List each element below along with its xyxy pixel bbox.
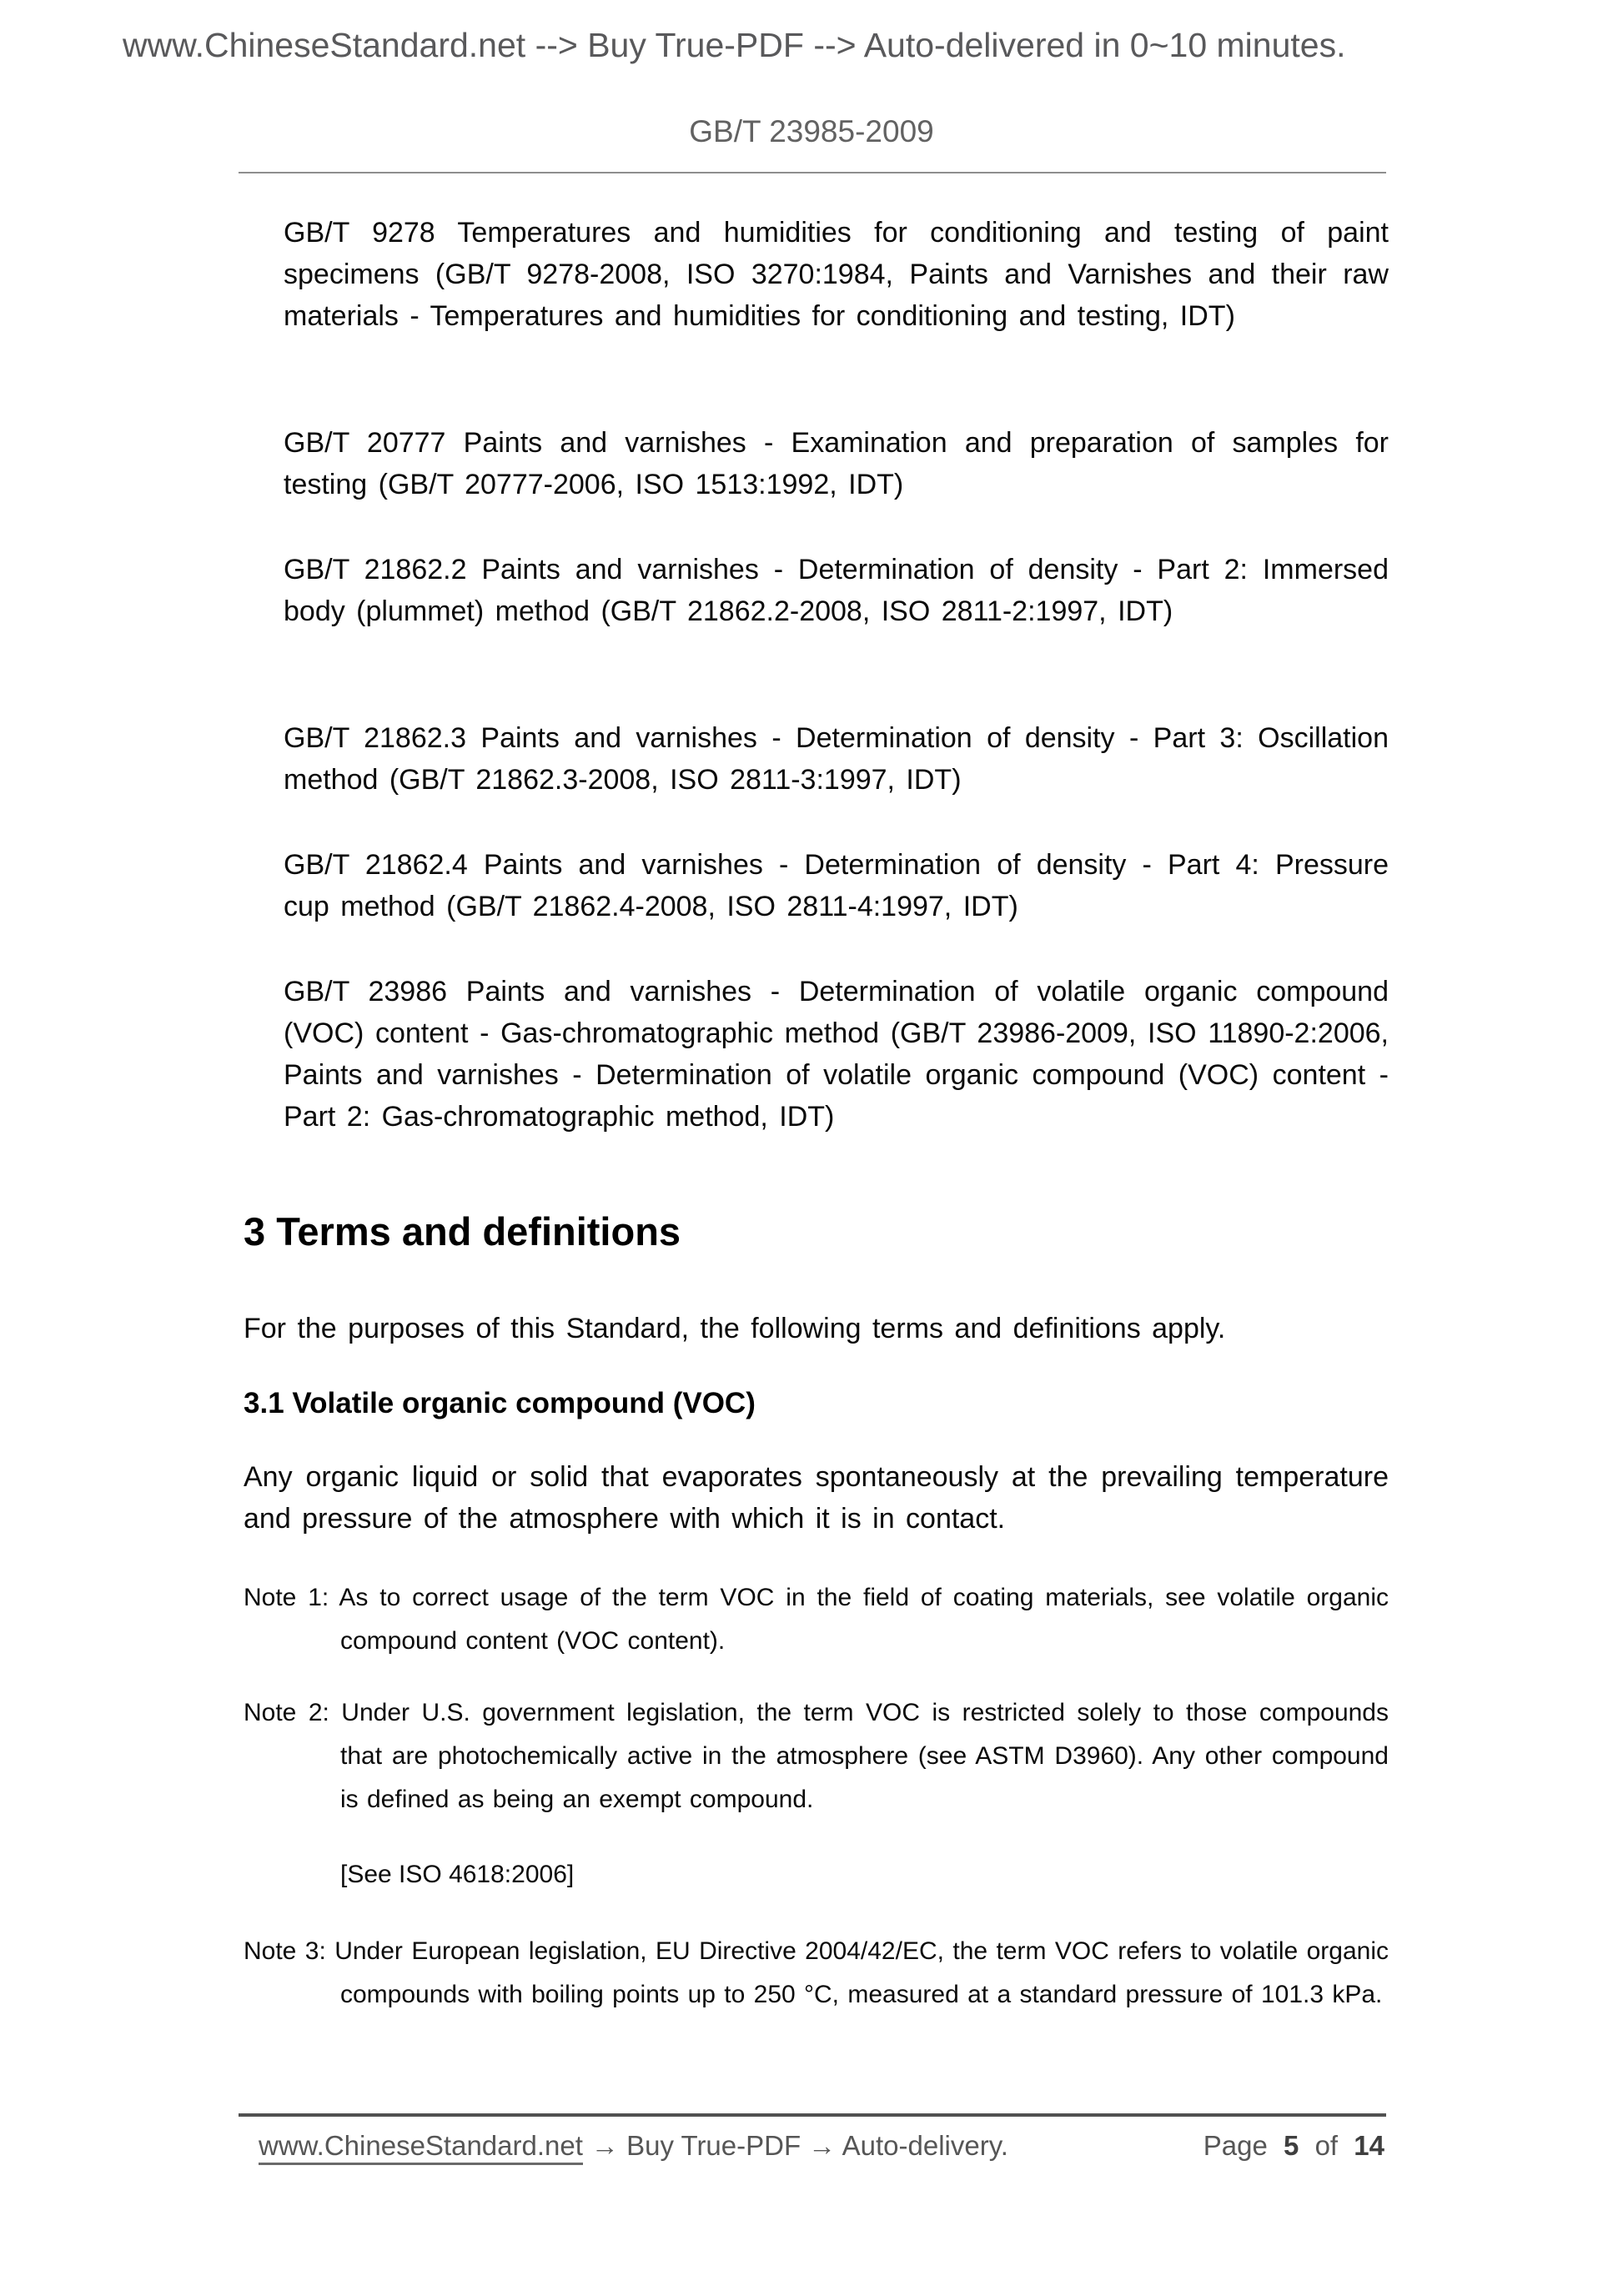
term-definition: Any organic liquid or solid that evaporates spontaneously at the prevailing temperature and pressure of the atmosphere with which it is in contact.: [244, 1461, 1389, 1535]
note-paragraph: Note 2: Under U.S. government legislation, the term VOC is restricted solely to those compounds that are photochemically active in the atmosphere (see ASTM D3960). Any other compound is defined as being an exempt compound.: [244, 1699, 1389, 1813]
note-paragraph: Note 3: Under European legislation, EU Directive 2004/42/EC, the term VOC refers to volatile organic compounds with boiling points up to 250 °C, measured at a standard pressure of 101.3 kPa.: [244, 1937, 1389, 2008]
footer-divider: [239, 2113, 1386, 2117]
reference-paragraph: GB/T 20777 Paints and varnishes - Examination and preparation of samples for testing (GB/T 20777-2006, ISO 1513:1992, IDT): [284, 427, 1389, 500]
footer-tagline-text: → Buy True-PDF → Auto-delivery.: [590, 2130, 1008, 2161]
page-of-label: of: [1314, 2130, 1339, 2161]
reference-paragraph: GB/T 9278 Temperatures and humidities for conditioning and testing of paint specimens (GB/T 9278-2008, ISO 3270:1984, Paints and Varnishes and their raw materials - Temperatures and humidities for conditioning and testing, IDT): [284, 217, 1389, 332]
reference-paragraph: GB/T 21862.2 Paints and varnishes - Determination of density - Part 2: Immersed body (plummet) method (GB/T 21862.2-2008, ISO 2811-2:1997, IDT): [284, 554, 1389, 627]
page-current: 5: [1284, 2130, 1299, 2161]
page-label: Page: [1203, 2130, 1268, 2161]
header-divider: [239, 172, 1386, 173]
document-code: GB/T 23985-2009: [689, 114, 934, 148]
reference-paragraph: GB/T 23986 Paints and varnishes - Determination of volatile organic compound (VOC) content - Gas-chromatographic method (GB/T 23986-2009, ISO 11890-2:2006, Paints and varnishes - Determination of volatile organic compound (VOC) content - Part 2: Gas-chromatographic method, IDT): [284, 976, 1389, 1133]
term-heading: 3.1 Volatile organic compound (VOC): [244, 1387, 756, 1419]
footer-site-link[interactable]: www.ChineseStandard.net: [259, 2130, 583, 2165]
note-paragraph: Note 1: As to correct usage of the term VOC in the field of coating materials, see volatile organic compound content (VOC content).: [244, 1584, 1389, 1655]
footer-tagline: [259, 2128, 1008, 2163]
reference-paragraph: GB/T 21862.3 Paints and varnishes - Determination of density - Part 3: Oscillation method (GB/T 21862.3-2008, ISO 2811-3:1997, IDT): [284, 722, 1389, 796]
header-banner-text: www.ChineseStandard.net --> Buy True-PDF --> Auto-delivered in 0~10 minutes.: [123, 26, 1346, 64]
section-heading: 3 Terms and definitions: [244, 1209, 681, 1254]
page-total: 14: [1354, 2130, 1384, 2161]
page-indicator: [1203, 2128, 1384, 2163]
section-intro: For the purposes of this Standard, the following terms and definitions apply.: [244, 1313, 1226, 1344]
see-reference: [See ISO 4618:2006]: [340, 1861, 575, 1888]
reference-paragraph: GB/T 21862.4 Paints and varnishes - Determination of density - Part 4: Pressure cup method (GB/T 21862.4-2008, ISO 2811-4:1997, IDT): [284, 849, 1389, 922]
document-body: [244, 212, 1389, 2060]
